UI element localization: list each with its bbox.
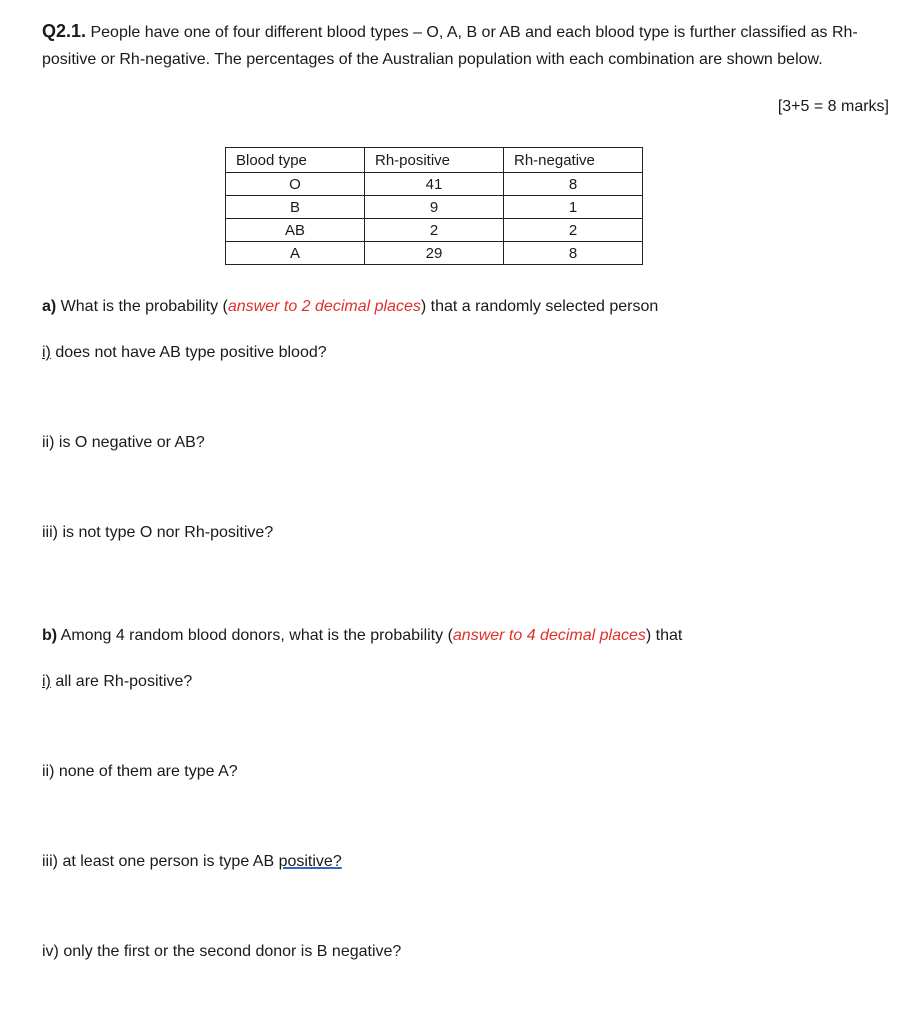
cell-rh-positive: 9 bbox=[365, 196, 504, 219]
part-b-precision: answer to 4 decimal places bbox=[452, 627, 646, 644]
part-b-item-4 bbox=[42, 943, 401, 961]
part-b-question bbox=[42, 627, 682, 645]
part-a-text: What is the probability ( bbox=[56, 298, 228, 315]
cell-rh-negative: 1 bbox=[504, 196, 643, 219]
question-number: Q2.1. bbox=[42, 21, 87, 41]
part-a-item-1 bbox=[42, 344, 327, 362]
part-b-label: b) bbox=[42, 627, 58, 644]
header-blood-type: Blood type bbox=[226, 148, 365, 173]
header-rh-positive: Rh-positive bbox=[365, 148, 504, 173]
part-a-text-end: ) that a randomly selected person bbox=[420, 298, 659, 315]
cell-rh-positive: 41 bbox=[365, 173, 504, 196]
cell-blood-type: A bbox=[226, 242, 365, 265]
cell-rh-negative: 8 bbox=[504, 242, 643, 265]
table-row bbox=[226, 242, 643, 265]
item-number: iii) bbox=[42, 853, 58, 870]
item-number: i) bbox=[42, 673, 51, 690]
cell-blood-type: B bbox=[226, 196, 365, 219]
item-number: iv) bbox=[42, 943, 59, 960]
cell-blood-type: AB bbox=[226, 219, 365, 242]
part-a-question bbox=[42, 298, 658, 316]
part-a-item-2 bbox=[42, 434, 205, 452]
part-a-precision: answer to 2 decimal places bbox=[227, 298, 421, 315]
table-row bbox=[226, 219, 643, 242]
cell-rh-negative: 8 bbox=[504, 173, 643, 196]
item-text: does not have AB type positive blood? bbox=[50, 344, 327, 361]
blood-type-table bbox=[225, 147, 643, 265]
part-b-item-1 bbox=[42, 673, 192, 691]
part-b-text: Among 4 random blood donors, what is the probability ( bbox=[57, 627, 453, 644]
item-text: all are Rh-positive? bbox=[50, 673, 193, 690]
positive-link[interactable]: positive? bbox=[278, 853, 342, 870]
part-b-item-3 bbox=[42, 853, 342, 871]
item-text: only the first or the second donor is B negative? bbox=[58, 943, 402, 960]
item-text: is O negative or AB? bbox=[54, 434, 205, 451]
part-b-item-2 bbox=[42, 763, 238, 781]
part-b-text-end: ) that bbox=[645, 627, 683, 644]
question-intro-text: People have one of four different blood types – O, A, B or AB and each blood type is further classified as Rh-positive or Rh-negative. The percentages of the Australian population with each combination are shown below. bbox=[42, 24, 858, 68]
table-header-row bbox=[226, 148, 643, 173]
part-a-label: a) bbox=[42, 298, 57, 315]
part-a-item-3 bbox=[42, 524, 273, 542]
item-number: ii) bbox=[42, 763, 55, 780]
item-text: is not type O nor Rh-positive? bbox=[58, 524, 274, 541]
item-number: ii) bbox=[42, 434, 55, 451]
table-row bbox=[226, 173, 643, 196]
cell-rh-positive: 29 bbox=[365, 242, 504, 265]
item-text: at least one person is type AB bbox=[58, 853, 279, 870]
cell-rh-negative: 2 bbox=[504, 219, 643, 242]
cell-rh-positive: 2 bbox=[365, 219, 504, 242]
item-text: none of them are type A? bbox=[54, 763, 238, 780]
header-rh-negative: Rh-negative bbox=[504, 148, 643, 173]
cell-blood-type: O bbox=[226, 173, 365, 196]
item-number: iii) bbox=[42, 524, 58, 541]
question-intro bbox=[42, 18, 902, 73]
item-number: i) bbox=[42, 344, 51, 361]
marks-label: [3+5 = 8 marks] bbox=[777, 98, 889, 115]
table-row bbox=[226, 196, 643, 219]
